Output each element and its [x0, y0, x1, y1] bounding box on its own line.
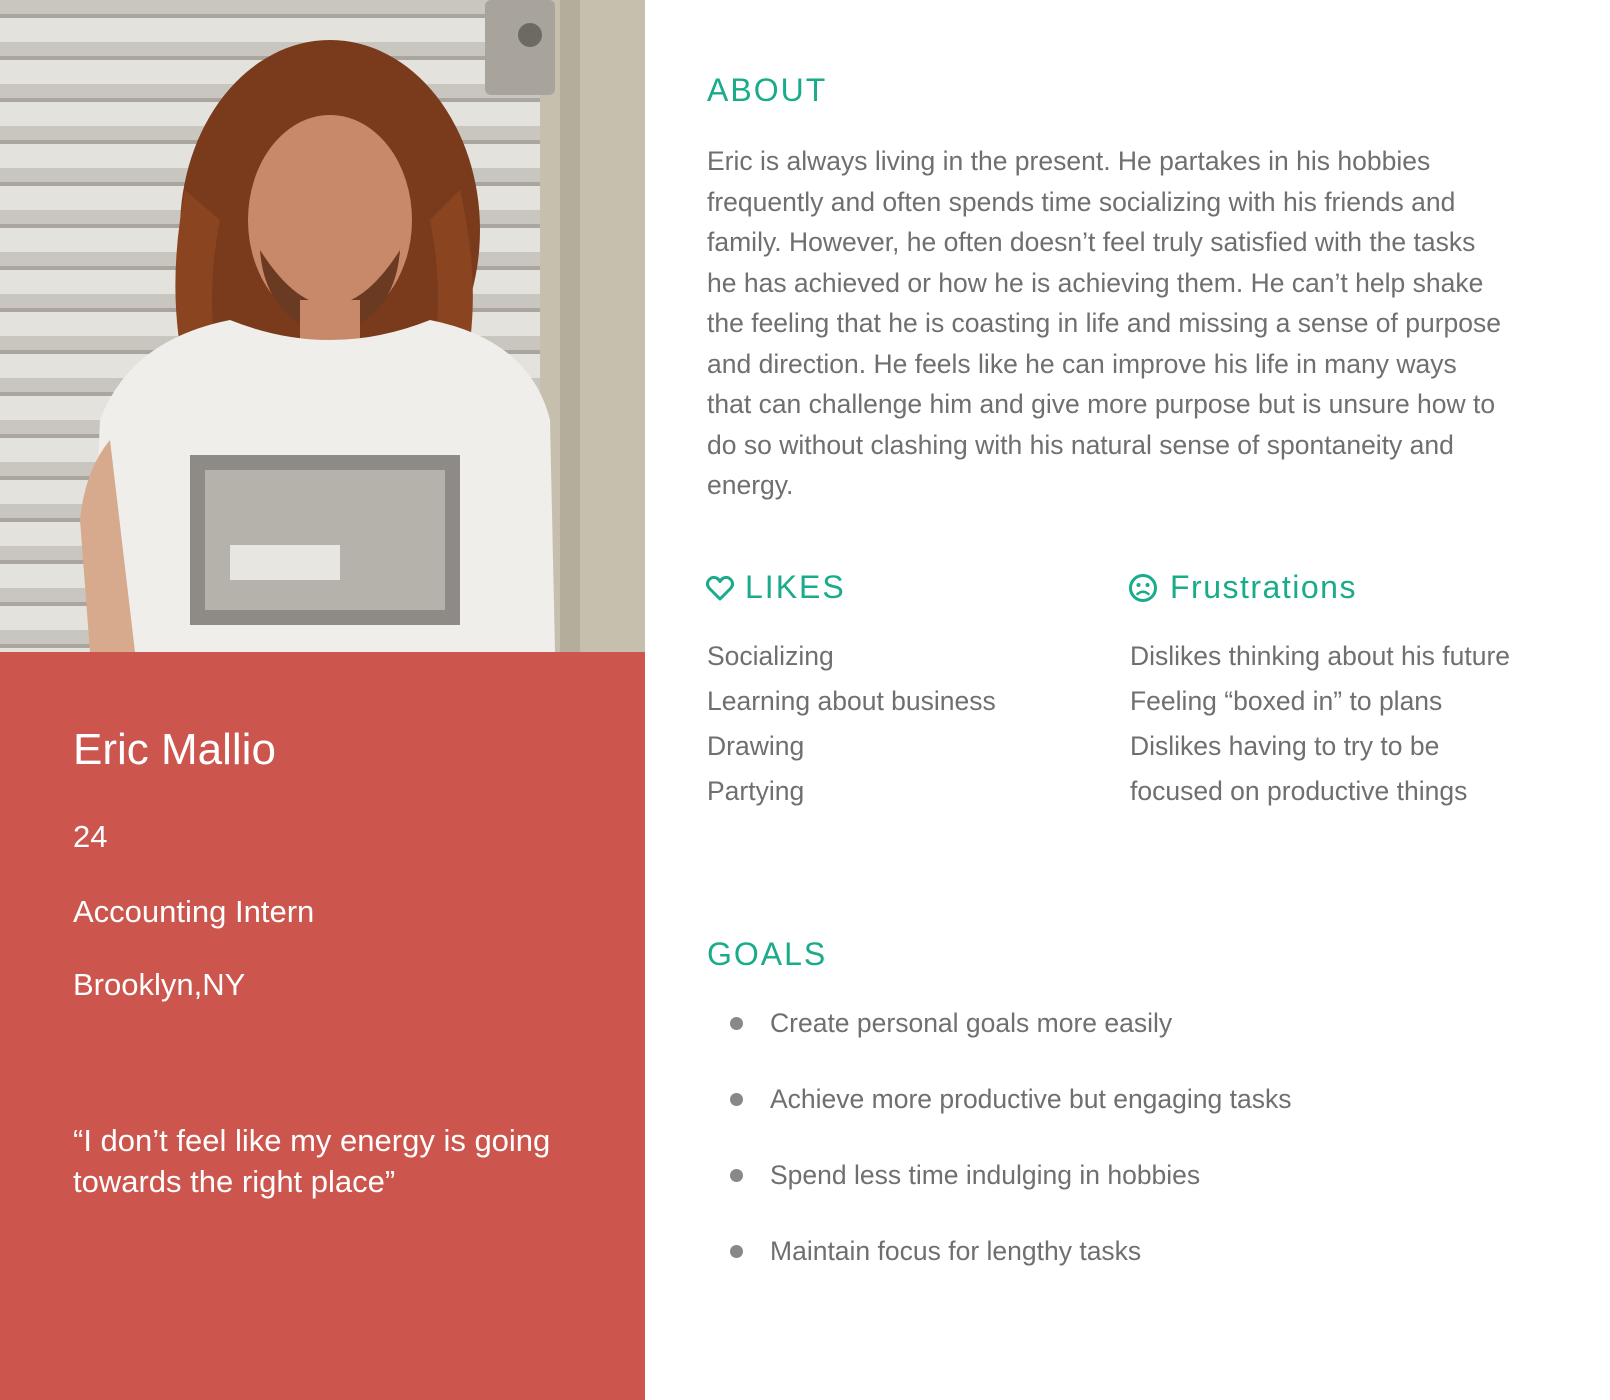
list-item: Dislikes having to try to be focused on productive things: [1130, 731, 1468, 806]
list-item: Socializing: [707, 641, 834, 671]
goals-list: [730, 1003, 1530, 1307]
goal-text: Spend less time indulging in hobbies: [770, 1160, 1201, 1190]
frustrations-list: [1130, 634, 1530, 814]
bullet-icon: [730, 1245, 743, 1258]
persona-quote: “I don’t feel like my energy is going towards the right place”: [73, 1123, 551, 1199]
goals-heading: GOALS: [707, 936, 828, 972]
profile-photo-illustration: [0, 0, 645, 652]
frustrations-heading-label: Frustrations: [1170, 569, 1357, 605]
profile-panel: [0, 0, 645, 1400]
likes-list: [707, 634, 1087, 814]
profile-photo: [0, 0, 645, 652]
list-item: [730, 1155, 1530, 1231]
list-item: Drawing: [707, 731, 805, 761]
goal-text: Achieve more productive but engaging tasks: [770, 1084, 1292, 1114]
likes-heading: [705, 567, 846, 607]
persona-age: 24: [73, 819, 108, 854]
list-item: Feeling “boxed in” to plans: [1130, 686, 1443, 716]
sad-face-icon: [1128, 572, 1158, 602]
list-item: Partying: [707, 776, 805, 806]
goal-text: Maintain focus for lengthy tasks: [770, 1236, 1142, 1266]
bullet-icon: [730, 1093, 743, 1106]
list-item: Learning about business: [707, 686, 996, 716]
about-text: Eric is always living in the present. He partakes in his hobbies frequently and often spends time socializing with his friends and family. However, he often doesn’t feel truly satisfied with the tasks he has achieved or how he is achieving them. He can’t help shake the feeling that he is coasting in life and missing a sense of purpose and direction. He feels like he can improve his life in many ways that can challenge him and give more purpose but is unsure how to do so without clashing with his natural sense of spontaneity and energy.: [707, 146, 1502, 500]
persona-location: Brooklyn,NY: [73, 967, 246, 1002]
frustrations-heading: [1128, 567, 1357, 607]
list-item: [730, 1231, 1530, 1307]
bullet-icon: [730, 1017, 743, 1030]
goal-text: Create personal goals more easily: [770, 1008, 1173, 1038]
persona-occupation: Accounting Intern: [73, 894, 315, 929]
persona-name: Eric Mallio: [73, 725, 276, 774]
likes-heading-label: LIKES: [745, 569, 846, 605]
bullet-icon: [730, 1169, 743, 1182]
list-item: [730, 1079, 1530, 1155]
list-item: Dislikes thinking about his future: [1130, 641, 1511, 671]
heart-icon: [705, 572, 735, 602]
profile-card: [0, 652, 645, 1400]
list-item: [730, 1003, 1530, 1079]
about-heading: ABOUT: [707, 72, 828, 108]
